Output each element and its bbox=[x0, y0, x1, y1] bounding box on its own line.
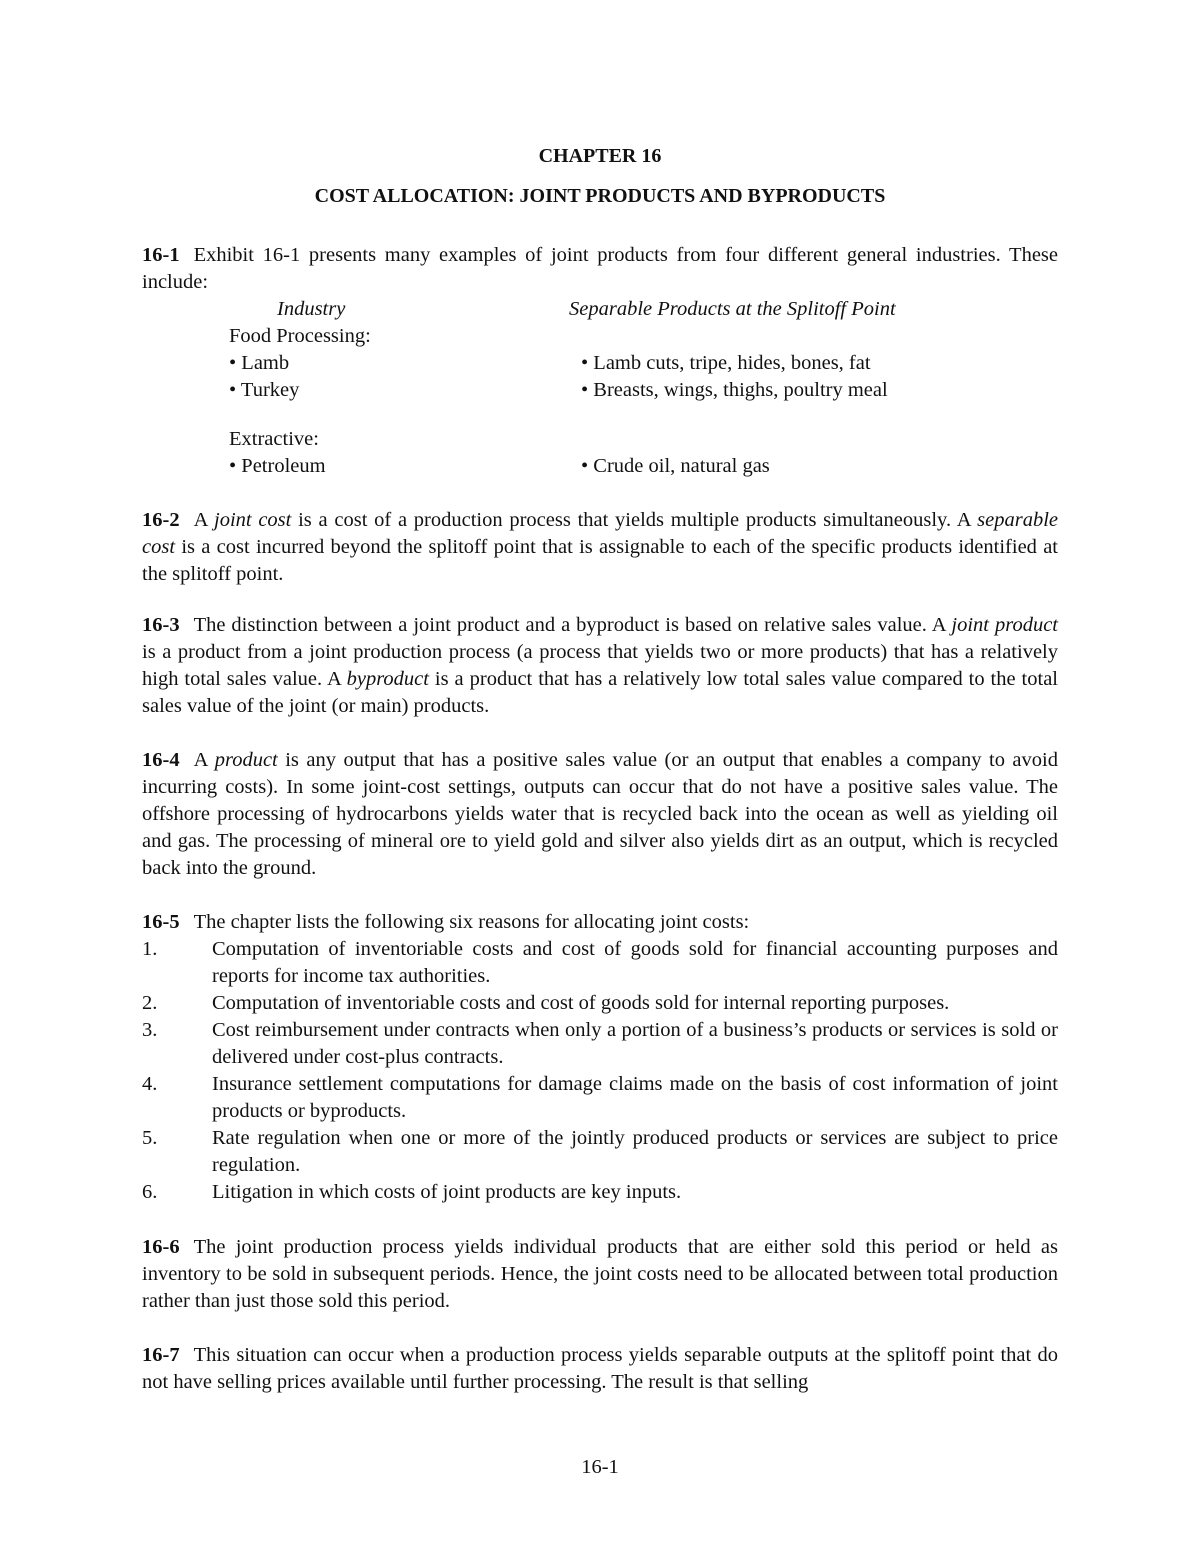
question-number: 16-2 bbox=[142, 509, 180, 531]
question-number: 16-7 bbox=[142, 1344, 180, 1366]
column-header-products: Separable Products at the Splitoff Point bbox=[569, 298, 896, 320]
term-separable-cost: separable cost bbox=[142, 509, 1058, 558]
question-text: This situation can occur when a production process yields separable outputs at the splitoff point that do not have selling prices available until further processing. The result is that selling bbox=[142, 1344, 1058, 1393]
question-16-1 bbox=[142, 242, 1058, 296]
chapter-title: COST ALLOCATION: JOINT PRODUCTS AND BYPRODUCTS bbox=[314, 185, 886, 207]
question-number: 16-5 bbox=[142, 911, 180, 933]
term-joint-cost: joint cost bbox=[214, 509, 292, 531]
document-page: CHAPTER 16 COST ALLOCATION: JOINT PRODUCTS AND BYPRODUCTS 16-1 Exhibit 16-1 presents many examples of joint products from four different general industries. These include: Industry Separable Products at the Splitoff Point Food Processing: • Lamb • Lamb cuts, tripe, hides, bones, fat • Turkey • Breasts, wings, thighs, poultry meal Extractive: • Petroleum • Crude oil, natural gas 16-2 A joint cost is a cost of a production process that yields multiple products simultaneously. A separable cost is a cost incurred beyond the splitoff point that is assignable to each of the specific products identified at the splitoff point. 16-3 The distinction between a joint product and a byproduct is based on relative sales value. A joint product is a product from a joint production process (a process that yields two or more products) that has a relatively high total sales value. A byproduct is a product that has a relatively low total sales value compared to the total sales value of the joint (or main) products. 16-4 A product is any output that has a positive sales value (or an output that enables a company to avoid incurring costs). In some joint-cost settings, outputs can occur that do not have a positive sales value. The offshore processing of hydrocarbons yields water that is recycled back into the ocean as well as yielding oil and gas. The processing of mineral ore to yield gold and silver also yields dirt as an output, which is recycled back into the ground. 16-5 The chapter lists the following six reasons for allocating joint costs: 1. Computation of inventoriable costs and cost of goods sold for financial accounting purposes and reports for income tax authorities. 2. Computation of inventoriable costs and cost of goods sold for internal reporting purposes. 3. Cost reimbursement under contracts when only a portion of a business’s products or services is sold or delivered under cost-plus contracts. 4. Insurance settlement computations for damage claims made on the basis of cost information of joint products or byproducts. 5. Rate regulation when one or more of the jointly produced products or services are subject to price regulation. 6. Litigation in which costs of joint products are key inputs. 16-6 The joint production process yields individual products that are either sold this period or held as inventory to be sold in subsequent periods. Hence, the joint costs need to be allocated between total production rather than just those sold this period. 16-7 This situation can occur when a production process yields separable outputs at the splitoff point that do not have selling prices available until further processing. The result is that selling 16-1 bbox=[142, 145, 1058, 1478]
chapter-heading: CHAPTER 16 bbox=[538, 145, 662, 167]
industry-petroleum: • Petroleum bbox=[229, 455, 326, 477]
question-text: The chapter lists the following six reasons for allocating joint costs: bbox=[193, 911, 750, 933]
question-number: 16-6 bbox=[142, 1236, 180, 1258]
question-number: 16-1 bbox=[142, 244, 180, 266]
industry-lamb: • Lamb bbox=[229, 352, 290, 374]
page-number: 16-1 bbox=[581, 1456, 619, 1478]
question-16-2: 16-2 A joint cost is a cost of a production process that yields multiple products simultaneously. A separable cost is a cost incurred beyond the splitoff point that is assignable to each of the specific products identified at the splitoff point. bbox=[142, 509, 1058, 585]
question-16-4: 16-4 A product is any output that has a positive sales value (or an output that enables a company to avoid incurring costs). In some joint-cost settings, outputs can occur that do not have a positive sales value. The offshore processing of hydrocarbons yields water that is recycled back into the ocean as well as yielding oil and gas. The processing of mineral ore to yield gold and silver also yields dirt as an output, which is recycled back into the ground. bbox=[142, 749, 1058, 879]
term-product: product bbox=[214, 749, 278, 771]
question-number: 16-3 bbox=[142, 614, 180, 636]
question-16-5 bbox=[142, 909, 1058, 936]
industry-turkey: • Turkey bbox=[229, 379, 300, 401]
column-header-industry: Industry bbox=[277, 298, 346, 320]
term-byproduct: byproduct bbox=[346, 668, 429, 690]
question-16-3: 16-3 The distinction between a joint product and a byproduct is based on relative sales value. A joint product is a product from a joint production process (a process that yields two or more products) that has a relatively high total sales value. A byproduct is a product that has a relatively low total sales value compared to the total sales value of the joint (or main) products. bbox=[142, 614, 1058, 717]
question-text: The joint production process yields individual products that are either sold this period or held as inventory to be sold in subsequent periods. Hence, the joint costs need to be allocated between total production rather than just those sold this period. bbox=[142, 1236, 1058, 1312]
industry-food-processing: Food Processing: bbox=[229, 325, 371, 347]
products-turkey: • Breasts, wings, thighs, poultry meal bbox=[581, 379, 888, 401]
question-text: Exhibit 16-1 presents many examples of joint products from four different general industries. These include: bbox=[142, 244, 1058, 293]
products-petroleum: • Crude oil, natural gas bbox=[581, 455, 770, 477]
industry-extractive: Extractive: bbox=[229, 428, 319, 450]
question-16-6 bbox=[142, 1234, 1058, 1315]
question-16-7 bbox=[142, 1342, 1058, 1396]
products-lamb: • Lamb cuts, tripe, hides, bones, fat bbox=[581, 352, 871, 374]
question-number: 16-4 bbox=[142, 749, 180, 771]
term-joint-product: joint product bbox=[951, 614, 1058, 636]
